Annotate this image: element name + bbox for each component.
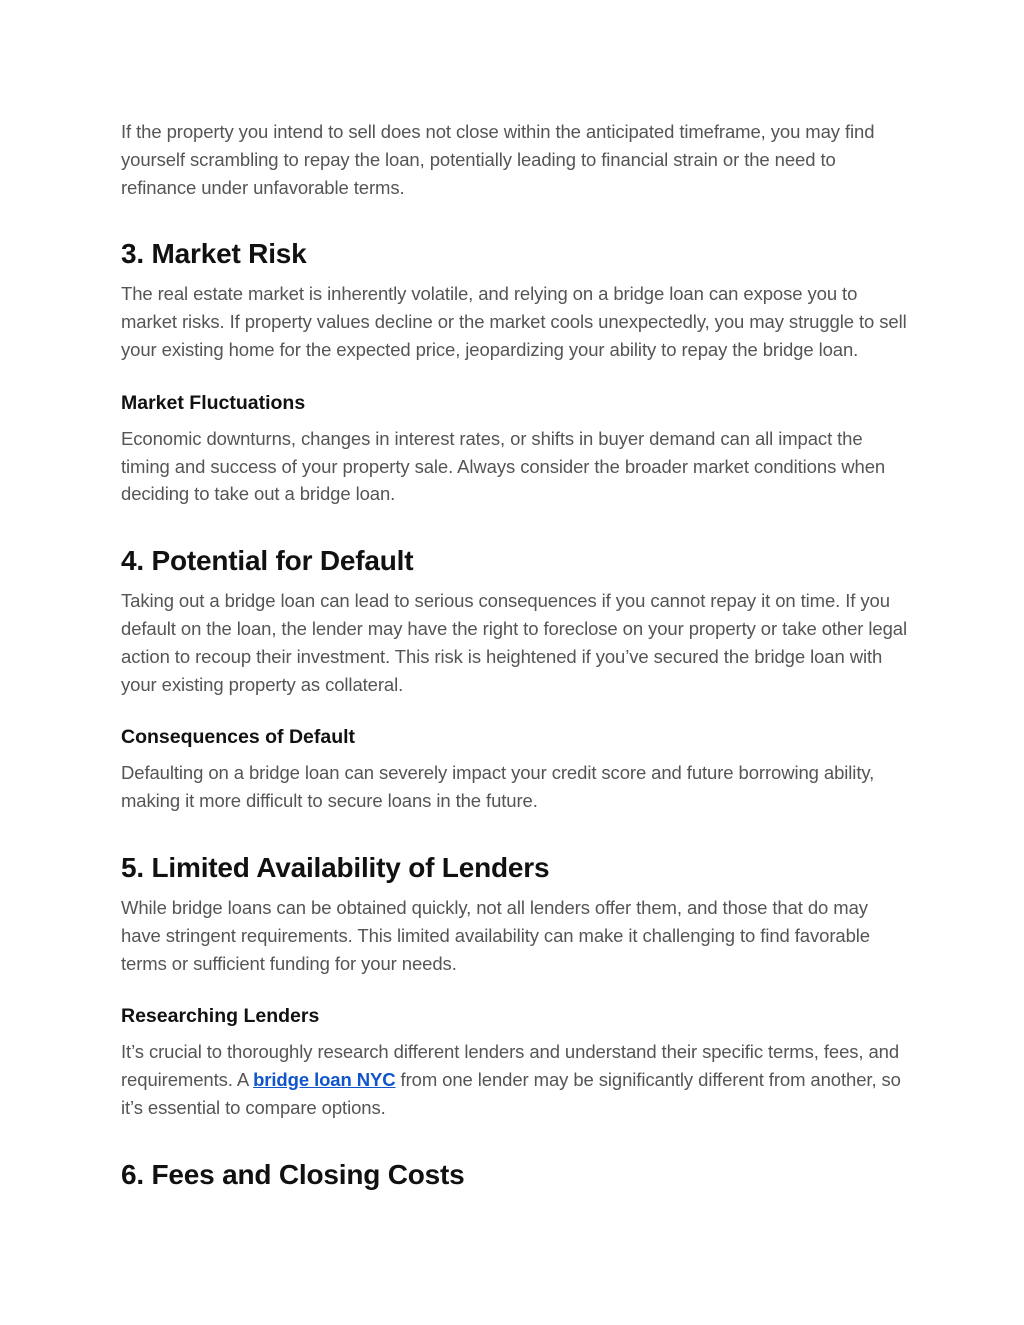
bridge-loan-nyc-link[interactable]: bridge loan NYC — [253, 1069, 396, 1091]
market-fluctuations-paragraph: Economic downturns, changes in interest rates, or shifts in buyer demand can all impact the timing and success of your property sale. Always consider the broader market conditions when deciding to take out a bridge loan. — [121, 427, 886, 505]
section-heading-market-risk: 3. Market Risk — [121, 238, 307, 270]
section-heading-potential-default: 4. Potential for Default — [121, 545, 414, 577]
subheading-market-fluctuations: Market Fluctuations — [121, 391, 306, 414]
subheading-consequences-default: Consequences of Default — [121, 726, 356, 749]
market-risk-paragraph: The real estate market is inherently volatile, and relying on a bridge loan can expose you to market risks. If property values decline or the market cools unexpectedly, you may struggle to sell your existing home for the expected price, jeopardizing your ability to repay the bridge loan. — [121, 283, 907, 360]
limited-lenders-paragraph: While bridge loans can be obtained quickly, not all lenders offer them, and those that do may have stringent requirements. This limited availability can make it challenging to find favorable terms or sufficient funding for your needs. — [121, 896, 870, 974]
researching-lenders-paragraph — [121, 1038, 911, 1121]
document-page — [121, 118, 911, 1201]
subheading-researching-lenders: Researching Lenders — [121, 1005, 320, 1028]
researching-text-after-link: from one lender may be significantly different from another, so it’s essential to compare options. — [121, 1069, 901, 1118]
section-heading-limited-lenders: 5. Limited Availability of Lenders — [121, 851, 550, 883]
researching-text-before-link: It’s crucial to thoroughly research different lenders and understand their specific terms, fees, and requirements. A — [121, 1041, 900, 1091]
consequences-default-paragraph: Defaulting on a bridge loan can severely impact your credit score and future borrowing ability, making it more difficult to secure loans in the future. — [121, 762, 875, 812]
intro-paragraph: If the property you intend to sell does not close within the anticipated timeframe, you may find yourself scrambling to repay the loan, potentially leading to financial strain or the need to refinance under unfavorable terms. — [121, 121, 875, 198]
section-heading-fees-closing: 6. Fees and Closing Costs — [121, 1158, 465, 1190]
potential-default-paragraph: Taking out a bridge loan can lead to serious consequences if you cannot repay it on time. If you default on the loan, the lender may have the right to foreclose on your property or take other legal action to recoup their investment. This risk is heightened if you’ve secured the bridge loan with your existing property as collateral. — [121, 590, 907, 695]
